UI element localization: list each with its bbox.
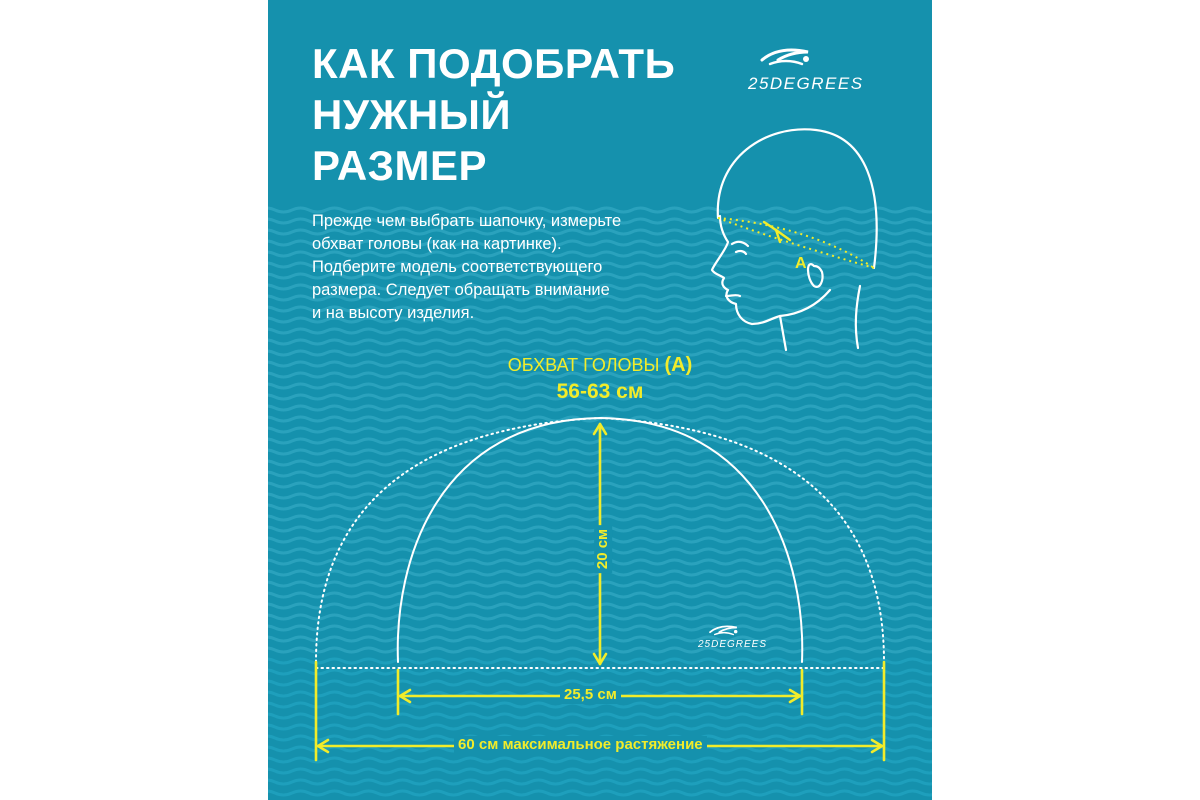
head-girth-value: 56-63 см [556, 380, 644, 403]
cap-width-label: 25,5 см [560, 686, 621, 704]
intro-line: обхват головы (как на картинке). [312, 235, 562, 253]
head-girth-text: ОБХВАТ ГОЛОВЫ [507, 355, 660, 375]
title-line: НУЖНЫЙ [312, 91, 512, 138]
brand-name: 25DEGREES [748, 74, 864, 93]
title-line: КАК ПОДОБРАТЬ [312, 40, 676, 87]
brand-name: 25DEGREES [698, 639, 768, 650]
size-guide-panel [268, 0, 932, 800]
intro-line: Прежде чем выбрать шапочку, измерьте [312, 212, 622, 230]
cap-brand-logo [698, 624, 788, 654]
head-girth-letter: (A) [664, 354, 693, 376]
intro-line: и на высоту изделия. [312, 304, 475, 322]
cap-stretch-label: 60 см максимальное растяжение [454, 736, 707, 754]
cap-height-label: 20 см [594, 525, 612, 573]
intro-line: размера. Следует обращать внимание [312, 281, 610, 299]
head-marker-label: A [795, 255, 807, 272]
intro-line: Подберите модель соответствующего [312, 258, 603, 276]
swimmer-logo-icon [702, 624, 746, 638]
cap-outline-icon [268, 0, 932, 800]
title-line: РАЗМЕР [312, 142, 487, 189]
